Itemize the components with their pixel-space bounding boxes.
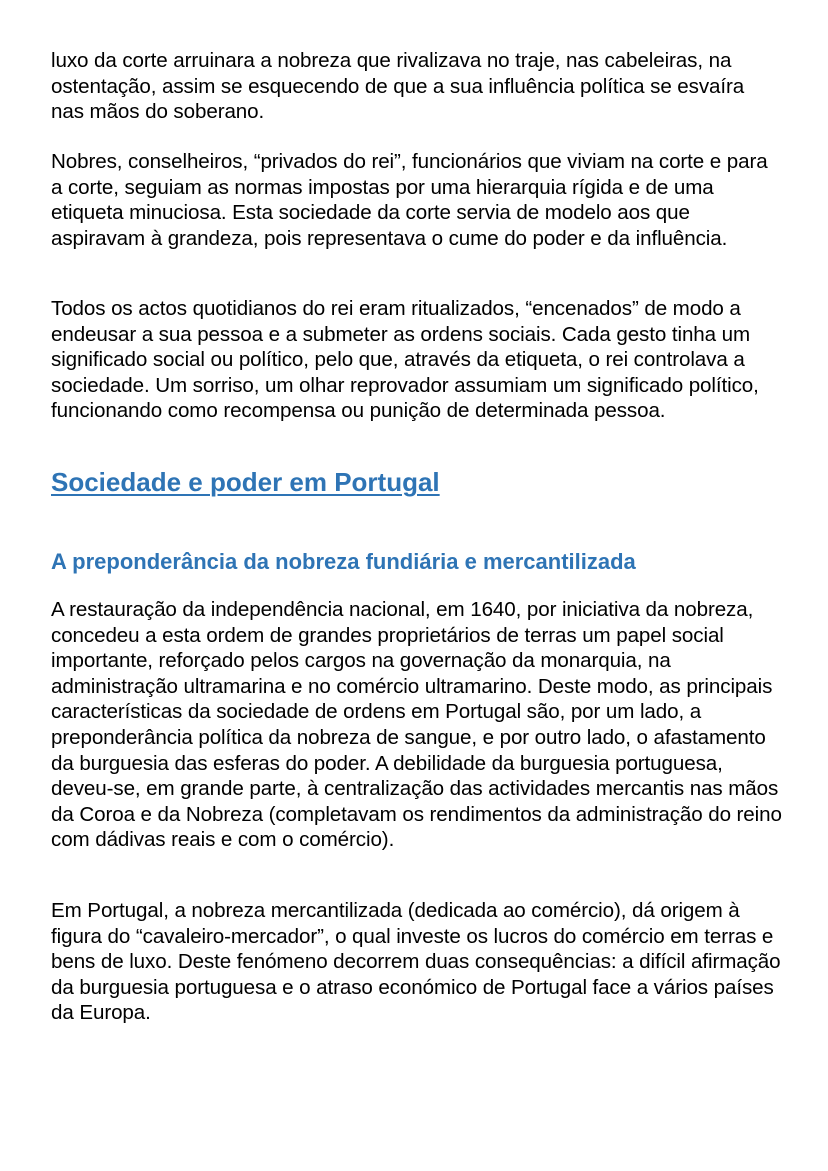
paragraph-merchant-nobility: Em Portugal, a nobreza mercantilizada (dedicada ao comércio), dá origem à figura do “cavaleiro-mercador”, o qual investe os lucros do comércio em terras e bens de luxo. Deste fenómeno decorrem duas consequências: a difícil afirmação da burguesia portuguesa e o atraso económico de Portugal face a vários países da Europa. <box>51 899 781 1025</box>
section-heading[interactable]: Sociedade e poder em Portugal <box>51 467 440 497</box>
paragraph-court-luxury: luxo da corte arruinara a nobreza que rivalizava no traje, nas cabeleiras, na ostentação, assim se esquecendo de que a sua influência política se esvaíra nas mãos do soberano. <box>51 49 745 124</box>
subsection-heading: A preponderância da nobreza fundiária e mercantilizada <box>51 549 636 574</box>
paragraph-court-society: Nobres, conselheiros, “privados do rei”, funcionários que viviam na corte e para a corte, seguiam as normas impostas por uma hierarquia rígida e de uma etiqueta minuciosa. Esta sociedade da corte servia de modelo aos que aspiravam à grandeza, pois representava o cume do poder e da influência. <box>51 150 768 250</box>
paragraph-royal-etiquette: Todos os actos quotidianos do rei eram ritualizados, “encenados” de modo a endeusar a sua pessoa e a submeter as ordens sociais. Cada gesto tinha um significado social ou político, pelo que, através da etiqueta, o rei controlava a sociedade. Um sorriso, um olhar reprovador assumiam um significado político, funcionando como recompensa ou punição de determinada pessoa. <box>51 297 759 423</box>
paragraph-restoration-1640: A restauração da independência nacional, em 1640, por iniciativa da nobreza, concedeu a esta ordem de grandes proprietários de terras um papel social importante, reforçado pelos cargos na governação da monarquia, na administração ultramarina e no comércio ultramarino. Deste modo, as principais características da sociedade de ordens em Portugal são, por um lado, a preponderância política da nobreza de sangue, e por outro lado, o afastamento da burguesia das esferas do poder. A debilidade da burguesia portuguesa, deveu-se, em grande parte, à centralização das actividades mercantis nas mãos da Coroa e da Nobreza (completavam os rendimentos da administração do reino com dádivas reais e com o comércio). <box>51 598 782 852</box>
